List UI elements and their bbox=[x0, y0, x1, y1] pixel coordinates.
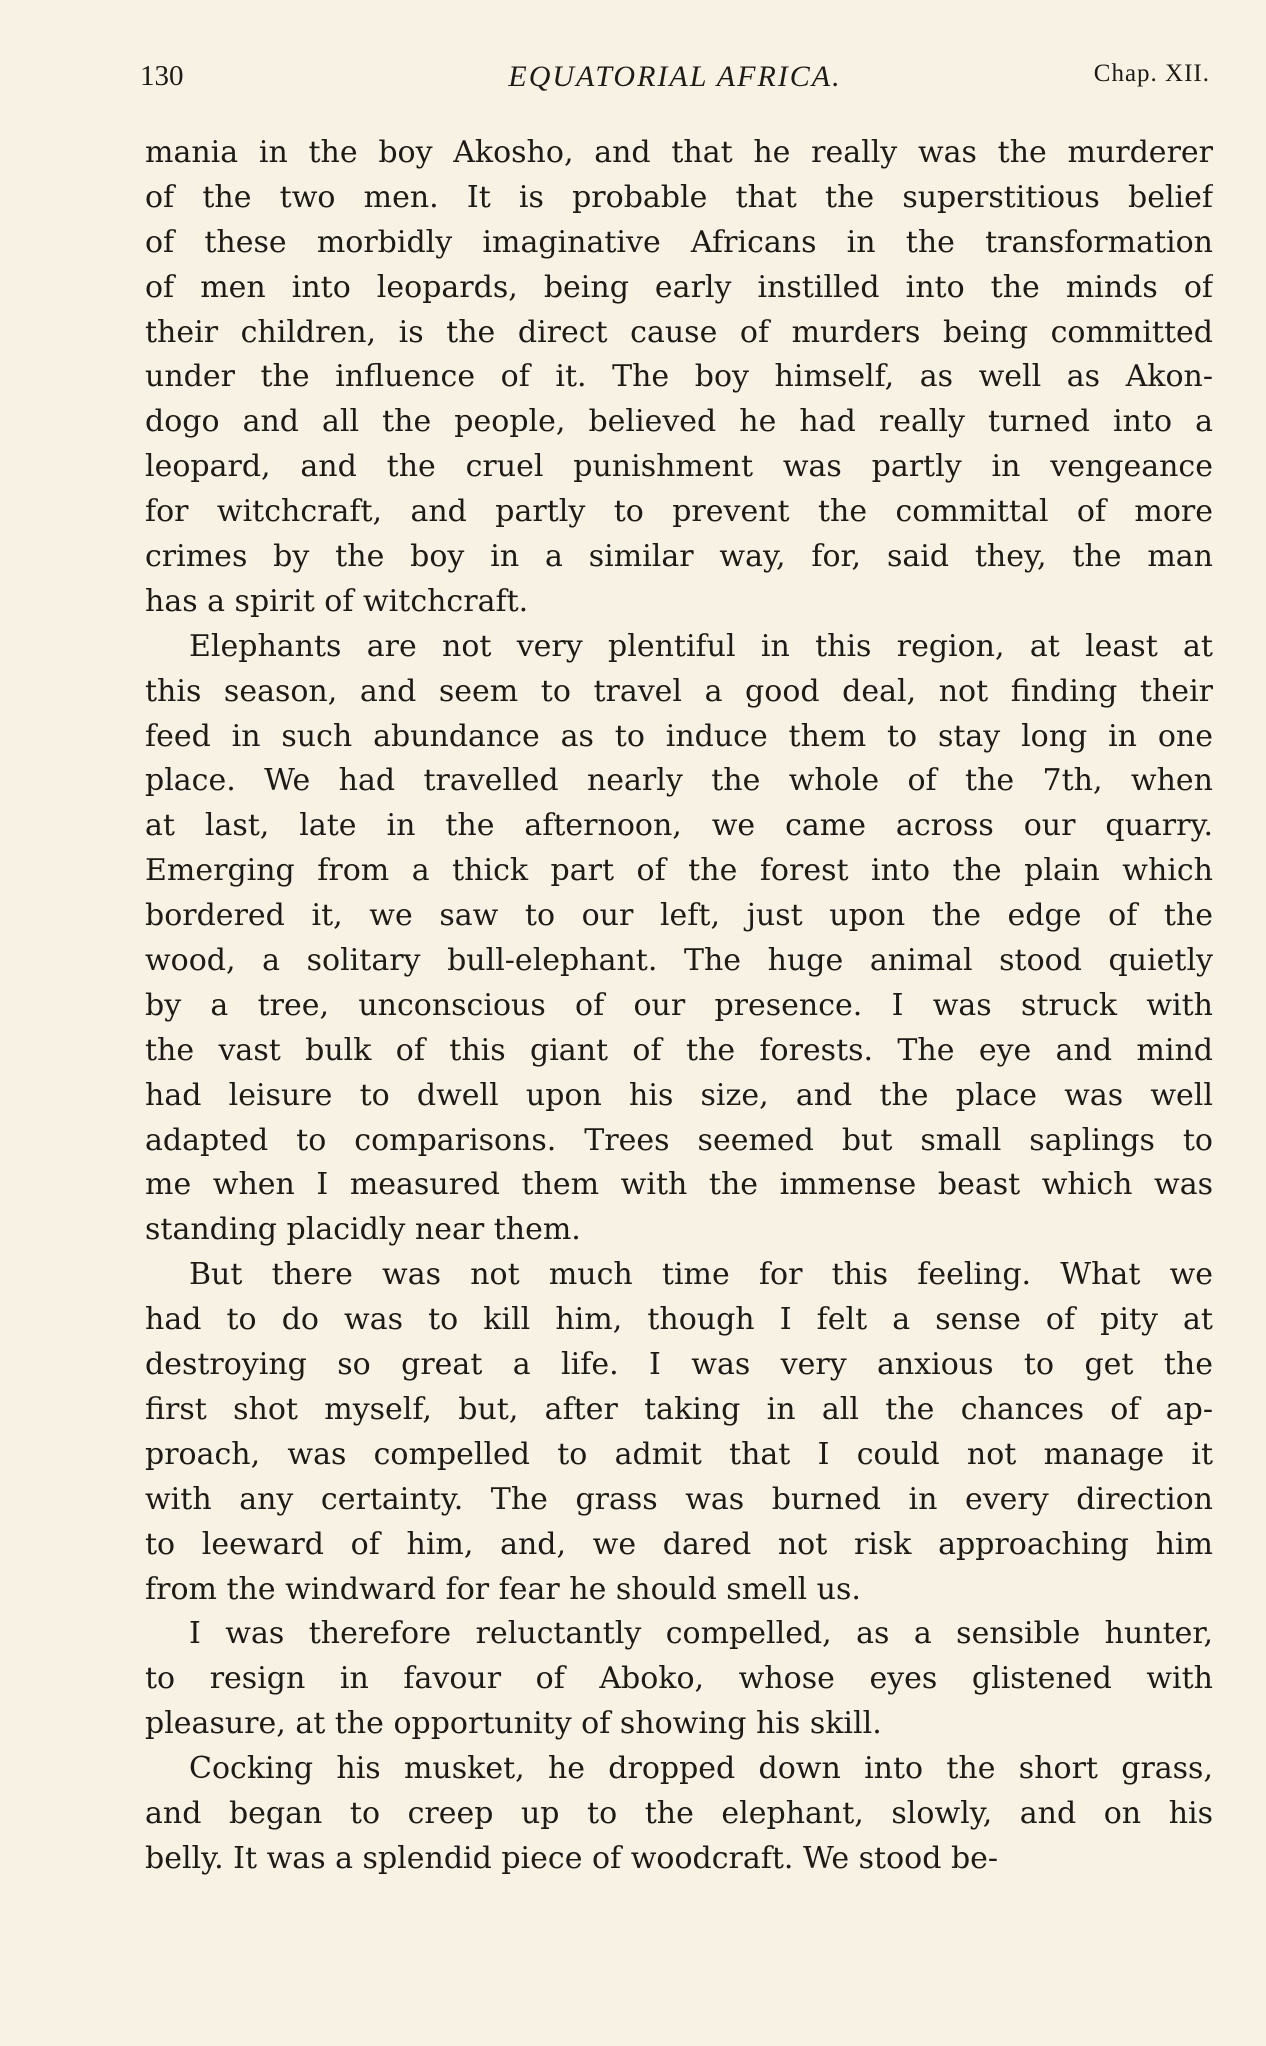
text-line: this season, and seem to travel a good deal, not finding their bbox=[145, 673, 1213, 709]
text-line: for witchcraft, and partly to prevent the committal of more bbox=[145, 494, 1213, 530]
text-line: destroying so great a life. I was very anxious to get the bbox=[145, 1347, 1213, 1383]
text-line: their children, is the direct cause of murders being committed bbox=[145, 314, 1213, 350]
paragraph bbox=[145, 625, 1213, 1253]
text-line: pleasure, at the opportunity of showing his skill. bbox=[145, 1706, 882, 1742]
text-line: by a tree, unconscious of our presence. I was struck with bbox=[145, 987, 1213, 1023]
page-number: 130 bbox=[140, 60, 184, 92]
text-line: of men into leopards, being early instilled into the minds of bbox=[145, 269, 1213, 305]
text-line: of these morbidly imaginative Africans in the transformation bbox=[145, 224, 1213, 260]
text-line: to leeward of him, and, we dared not risk approaching him bbox=[145, 1526, 1213, 1562]
text-line: had leisure to dwell upon his size, and the place was well bbox=[145, 1077, 1213, 1113]
paragraph bbox=[145, 131, 1213, 625]
text-line: Elephants are not very plentiful in this region, at least at bbox=[189, 628, 1213, 664]
text-line: standing placidly near them. bbox=[145, 1212, 581, 1248]
body-text bbox=[145, 131, 1213, 1882]
text-line: crimes by the boy in a similar way, for, said they, the man bbox=[145, 539, 1213, 575]
text-line: of the two men. It is probable that the superstitious belief bbox=[145, 179, 1213, 215]
text-line: bordered it, we saw to our left, just upon the edge of the bbox=[145, 898, 1213, 934]
text-line: feed in such abundance as to induce them to stay long in one bbox=[145, 718, 1213, 754]
text-line: mania in the boy Akosho, and that he really was the murderer bbox=[145, 135, 1213, 170]
text-line: I was therefore reluctantly compelled, as a sensible hunter, bbox=[189, 1616, 1213, 1652]
text-line: belly. It was a splendid piece of woodcraft. We stood be- bbox=[145, 1840, 999, 1876]
paragraph bbox=[145, 1747, 1213, 1882]
text-line: has a spirit of witchcraft. bbox=[145, 583, 529, 619]
text-line: leopard, and the cruel punishment was partly in vengeance bbox=[145, 449, 1213, 485]
text-line: dogo and all the people, believed he had really turned into a bbox=[145, 404, 1213, 440]
running-title: EQUATORIAL AFRICA. bbox=[508, 60, 842, 93]
text-line: place. We had travelled nearly the whole of the 7th, when bbox=[145, 763, 1213, 799]
text-line: at last, late in the afternoon, we came across our quarry. bbox=[145, 808, 1213, 844]
text-line: Cocking his musket, he dropped down into the short grass, bbox=[189, 1751, 1213, 1787]
text-line: adapted to comparisons. Trees seemed but small saplings to bbox=[145, 1122, 1213, 1158]
text-line: and began to creep up to the elephant, slowly, and on his bbox=[145, 1795, 1213, 1831]
text-line: with any certainty. The grass was burned in every direction bbox=[145, 1481, 1213, 1517]
paragraph bbox=[145, 1253, 1213, 1612]
chapter-reference: Chap. XII. bbox=[1093, 60, 1210, 87]
running-head bbox=[140, 60, 1210, 104]
text-line: had to do was to kill him, though I felt a sense of pity at bbox=[145, 1302, 1213, 1338]
paragraph bbox=[145, 1612, 1213, 1747]
text-line: me when I measured them with the immense beast which was bbox=[145, 1167, 1213, 1203]
text-line: But there was not much time for this feeling. What we bbox=[189, 1257, 1213, 1293]
text-line: from the windward for fear he should smell us. bbox=[145, 1571, 861, 1607]
text-line: proach, was compelled to admit that I could not manage it bbox=[145, 1436, 1213, 1472]
text-line: under the influence of it. The boy himself, as well as Akon- bbox=[145, 359, 1213, 395]
text-line: wood, a solitary bull-elephant. The huge animal stood quietly bbox=[145, 943, 1213, 979]
text-line: to resign in favour of Aboko, whose eyes glistened with bbox=[145, 1661, 1213, 1697]
text-line: Emerging from a thick part of the forest into the plain which bbox=[145, 853, 1213, 889]
text-line: the vast bulk of this giant of the forests. The eye and mind bbox=[145, 1032, 1213, 1068]
text-line: first shot myself, but, after taking in all the chances of ap- bbox=[145, 1391, 1213, 1427]
